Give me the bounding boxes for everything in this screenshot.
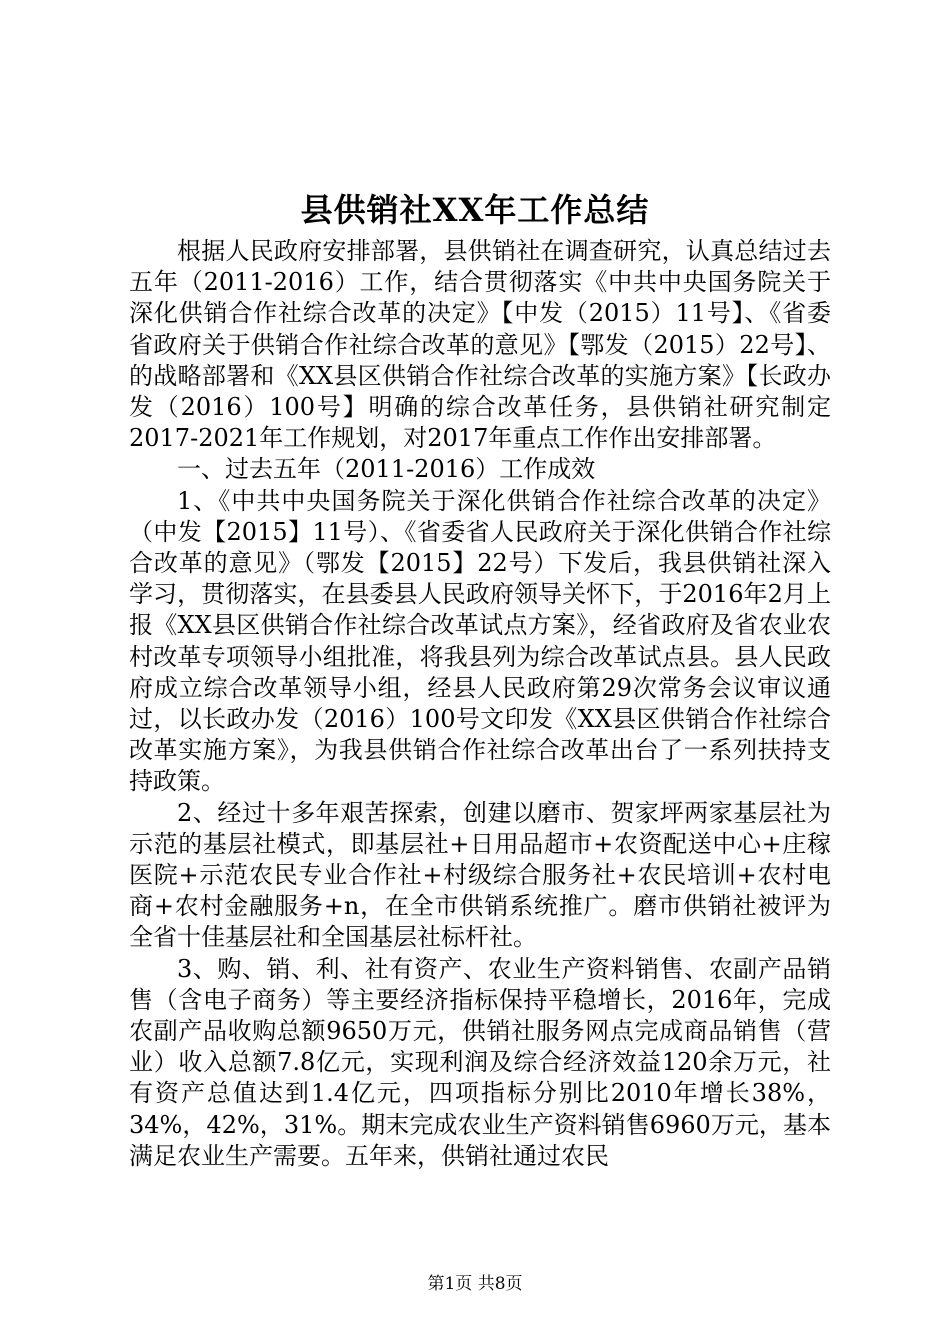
- intro-paragraph: 根据人民政府安排部署，县供销社在调查研究，认真总结过去五年（2011-2016）工作，结合贯彻落实《中共中央国务院关于深化供销合作社综合改革的决定》【中发（2015）11号】、《省委省政府关于供销合作社综合改革的意见》【鄂发（2015）22号】、的战略部署和《XX县区供销合作社综合改革的实施方案》【长政办发（2016）100号】明确的综合改革任务，县供销社研究制定2017-2021年工作规划，对2017年重点工作作出安排部署。: [129, 237, 831, 453]
- document-body: [129, 236, 831, 1172]
- item-paragraph-2: 2、经过十多年艰苦探索，创建以磨市、贺家坪两家基层社为示范的基层社模式，即基层社+日用品超市+农资配送中心+庄稼医院+示范农民专业合作社+村级综合服务社+农民培训+农村电商+农村金融服务+n，在全市供销系统推广。磨市供销社被评为全省十佳基层社和全国基层社标杆社。: [129, 798, 831, 952]
- item-paragraph-1: 1、《中共中央国务院关于深化供销合作社综合改革的决定》（中发【2015】11号）、《省委省人民政府关于深化供销合作社综合改革的意见》（鄂发【2015】22号）下发后，我县供销社深入学习，贯彻落实，在县委县人民政府领导关怀下，于2016年2月上报《XX县区供销合作社综合改革试点方案》，经省政府及省农业农村改革专项领导小组批准，将我县列为综合改革试点县。县人民政府成立综合改革领导小组，经县人民政府第29次常务会议审议通过，以长政办发（2016）100号文印发《XX县区供销合作社综合改革实施方案》，为我县供销合作社综合改革出台了一系列扶持支持政策。: [129, 486, 831, 796]
- page-footer: 第1页 共8页: [427, 1274, 523, 1294]
- item-paragraph-3: 3、购、销、利、社有资产、农业生产资料销售、农副产品销售（含电子商务）等主要经济指标保持平稳增长，2016年，完成农副产品收购总额9650万元，供销社服务网点完成商品销售（营业）收入总额7.8亿元，实现利润及综合经济效益120余万元，社有资产总值达到1.4亿元，四项指标分别比2010年增长38%，34%，42%，31%。期末完成农业生产资料销售6960万元，基本满足农业生产需要。五年来，供销社通过农民: [129, 954, 831, 1170]
- document-title: 县供销社XX年工作总结: [300, 191, 650, 229]
- section-heading: 一、过去五年（2011-2016）工作成效: [177, 455, 596, 484]
